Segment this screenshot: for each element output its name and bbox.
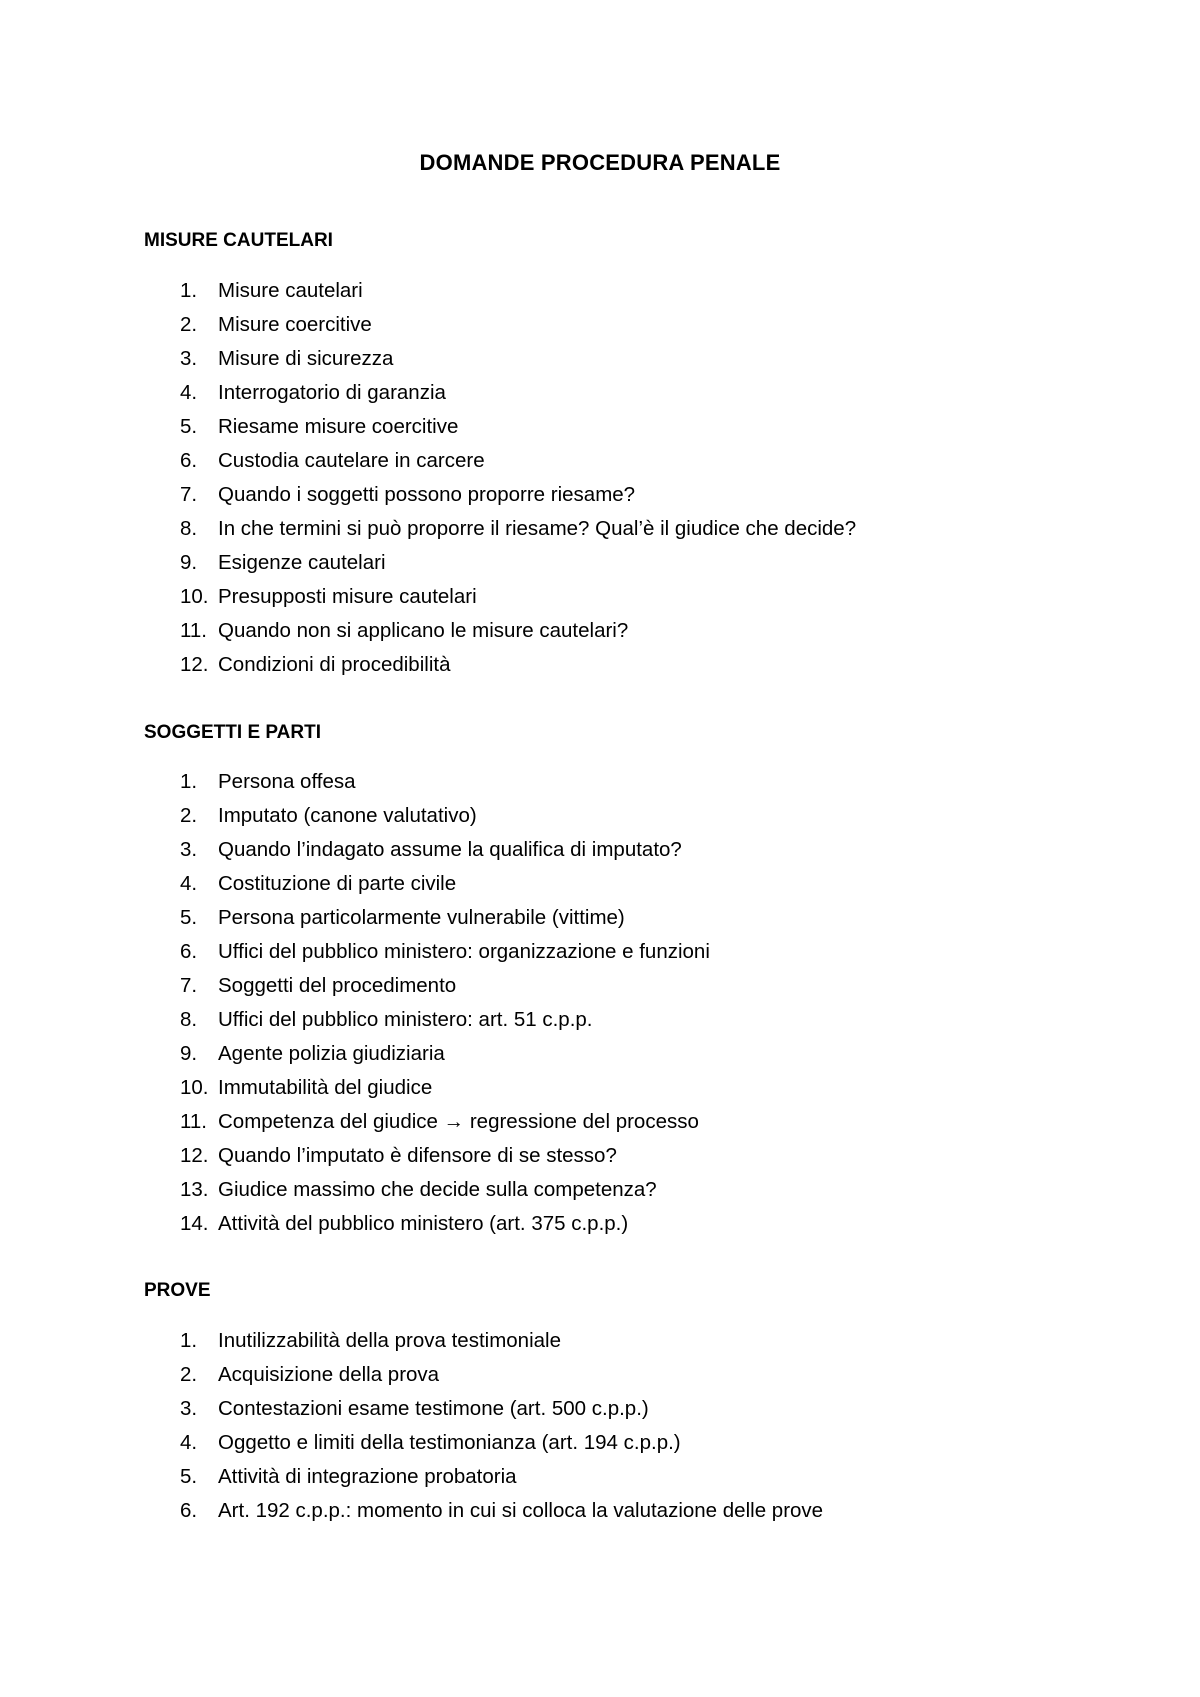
list-item: [144, 833, 1144, 867]
item-text: Persona particolarmente vulnerabile (vittime): [218, 906, 625, 929]
list-item: [144, 901, 1144, 935]
item-number: 2.: [180, 1363, 198, 1386]
item-text: Condizioni di procedibilità: [218, 653, 451, 676]
item-text: Competenza del giudice → regressione del processo: [218, 1110, 699, 1133]
section-heading-prove: PROVE: [144, 1280, 211, 1301]
item-text: Uffici del pubblico ministero: organizzazione e funzioni: [218, 940, 710, 963]
list-item: [144, 799, 1144, 833]
item-number: 3.: [180, 347, 198, 370]
list-item: [144, 444, 1144, 478]
item-text: Custodia cautelare in carcere: [218, 449, 485, 472]
item-text: Art. 192 c.p.p.: momento in cui si colloca la valutazione delle prove: [218, 1499, 824, 1522]
list-item: [144, 274, 1144, 308]
list-item: [144, 648, 1144, 682]
item-number: 4.: [180, 381, 198, 404]
list-item: [144, 1139, 1144, 1173]
item-number: 1.: [180, 279, 198, 302]
item-number: 11.: [180, 619, 207, 642]
item-number: 12.: [180, 1144, 209, 1167]
list-item: [144, 342, 1144, 376]
item-number: 2.: [180, 804, 198, 827]
list-item: [144, 1460, 1144, 1494]
item-text: Misure cautelari: [218, 279, 363, 302]
item-number: 5.: [180, 906, 198, 929]
list-item: [144, 1358, 1144, 1392]
item-text: In che termini si può proporre il riesame? Qual’è il giudice che decide?: [218, 517, 857, 540]
item-text: Contestazioni esame testimone (art. 500 c.p.p.): [218, 1397, 649, 1420]
list-item: [144, 1494, 1144, 1528]
item-text: Agente polizia giudiziaria: [218, 1042, 445, 1065]
list-item: [144, 376, 1144, 410]
item-number: 7.: [180, 483, 198, 506]
list-item: [144, 1071, 1144, 1105]
item-text: Imputato (canone valutativo): [218, 804, 477, 827]
item-text: Interrogatorio di garanzia: [218, 381, 446, 404]
item-text: Persona offesa: [218, 770, 356, 793]
item-number: 9.: [180, 551, 198, 574]
document-title: DOMANDE PROCEDURA PENALE: [419, 150, 781, 175]
list-item: [144, 512, 1144, 546]
list-item: [144, 1207, 1144, 1241]
item-number: 7.: [180, 974, 198, 997]
item-number: 6.: [180, 1499, 198, 1522]
item-text: Soggetti del procedimento: [218, 974, 457, 997]
section-heading-soggetti-e-parti: SOGGETTI E PARTI: [144, 722, 321, 743]
list-item: [144, 1324, 1144, 1358]
list-item: [144, 867, 1144, 901]
item-number: 6.: [180, 449, 198, 472]
list-item: [144, 935, 1144, 969]
list-item: [144, 410, 1144, 444]
list-item: [144, 308, 1144, 342]
item-number: 14.: [180, 1212, 209, 1235]
question-list-misure-cautelari: [144, 274, 1144, 682]
list-item: [144, 478, 1144, 512]
item-number: 4.: [180, 872, 198, 895]
list-item: [144, 1392, 1144, 1426]
item-text: Quando l’imputato è difensore di se stesso?: [218, 1144, 617, 1167]
item-number: 2.: [180, 313, 198, 336]
item-text: Acquisizione della prova: [218, 1363, 440, 1386]
question-list-soggetti-e-parti: [144, 765, 1144, 1241]
item-number: 10.: [180, 585, 209, 608]
item-text: Quando non si applicano le misure cautelari?: [218, 619, 629, 642]
item-text: Attività di integrazione probatoria: [218, 1465, 517, 1488]
item-number: 8.: [180, 1008, 198, 1031]
list-item: [144, 1105, 1144, 1139]
item-number: 3.: [180, 838, 198, 861]
list-item: [144, 580, 1144, 614]
item-text: Oggetto e limiti della testimonianza (art. 194 c.p.p.): [218, 1431, 681, 1454]
item-number: 12.: [180, 653, 209, 676]
item-text: Inutilizzabilità della prova testimoniale: [218, 1329, 561, 1352]
item-number: 9.: [180, 1042, 198, 1065]
list-item: [144, 1173, 1144, 1207]
item-number: 5.: [180, 1465, 198, 1488]
item-text: Attività del pubblico ministero (art. 375 c.p.p.): [218, 1212, 629, 1235]
item-number: 6.: [180, 940, 198, 963]
item-text: Misure coercitive: [218, 313, 372, 336]
item-text: Riesame misure coercitive: [218, 415, 459, 438]
list-item: [144, 614, 1144, 648]
section-heading-misure-cautelari: MISURE CAUTELARI: [144, 230, 333, 251]
item-number: 1.: [180, 770, 198, 793]
item-text: Quando l’indagato assume la qualifica di imputato?: [218, 838, 682, 861]
item-text: Uffici del pubblico ministero: art. 51 c.p.p.: [218, 1008, 593, 1031]
item-number: 11.: [180, 1110, 207, 1133]
item-text: Costituzione di parte civile: [218, 872, 457, 895]
list-item: [144, 1003, 1144, 1037]
item-number: 10.: [180, 1076, 209, 1099]
item-text: Giudice massimo che decide sulla competenza?: [218, 1178, 657, 1201]
item-text: Presupposti misure cautelari: [218, 585, 477, 608]
item-number: 4.: [180, 1431, 198, 1454]
item-number: 5.: [180, 415, 198, 438]
item-text: Immutabilità del giudice: [218, 1076, 433, 1099]
item-text: Quando i soggetti possono proporre riesame?: [218, 483, 636, 506]
item-number: 3.: [180, 1397, 198, 1420]
question-list-prove: [144, 1324, 1144, 1528]
list-item: [144, 969, 1144, 1003]
list-item: [144, 1426, 1144, 1460]
item-text: Misure di sicurezza: [218, 347, 394, 370]
item-number: 8.: [180, 517, 198, 540]
item-text: Esigenze cautelari: [218, 551, 386, 574]
list-item: [144, 1037, 1144, 1071]
item-number: 1.: [180, 1329, 198, 1352]
list-item: [144, 546, 1144, 580]
list-item: [144, 765, 1144, 799]
item-number: 13.: [180, 1178, 209, 1201]
